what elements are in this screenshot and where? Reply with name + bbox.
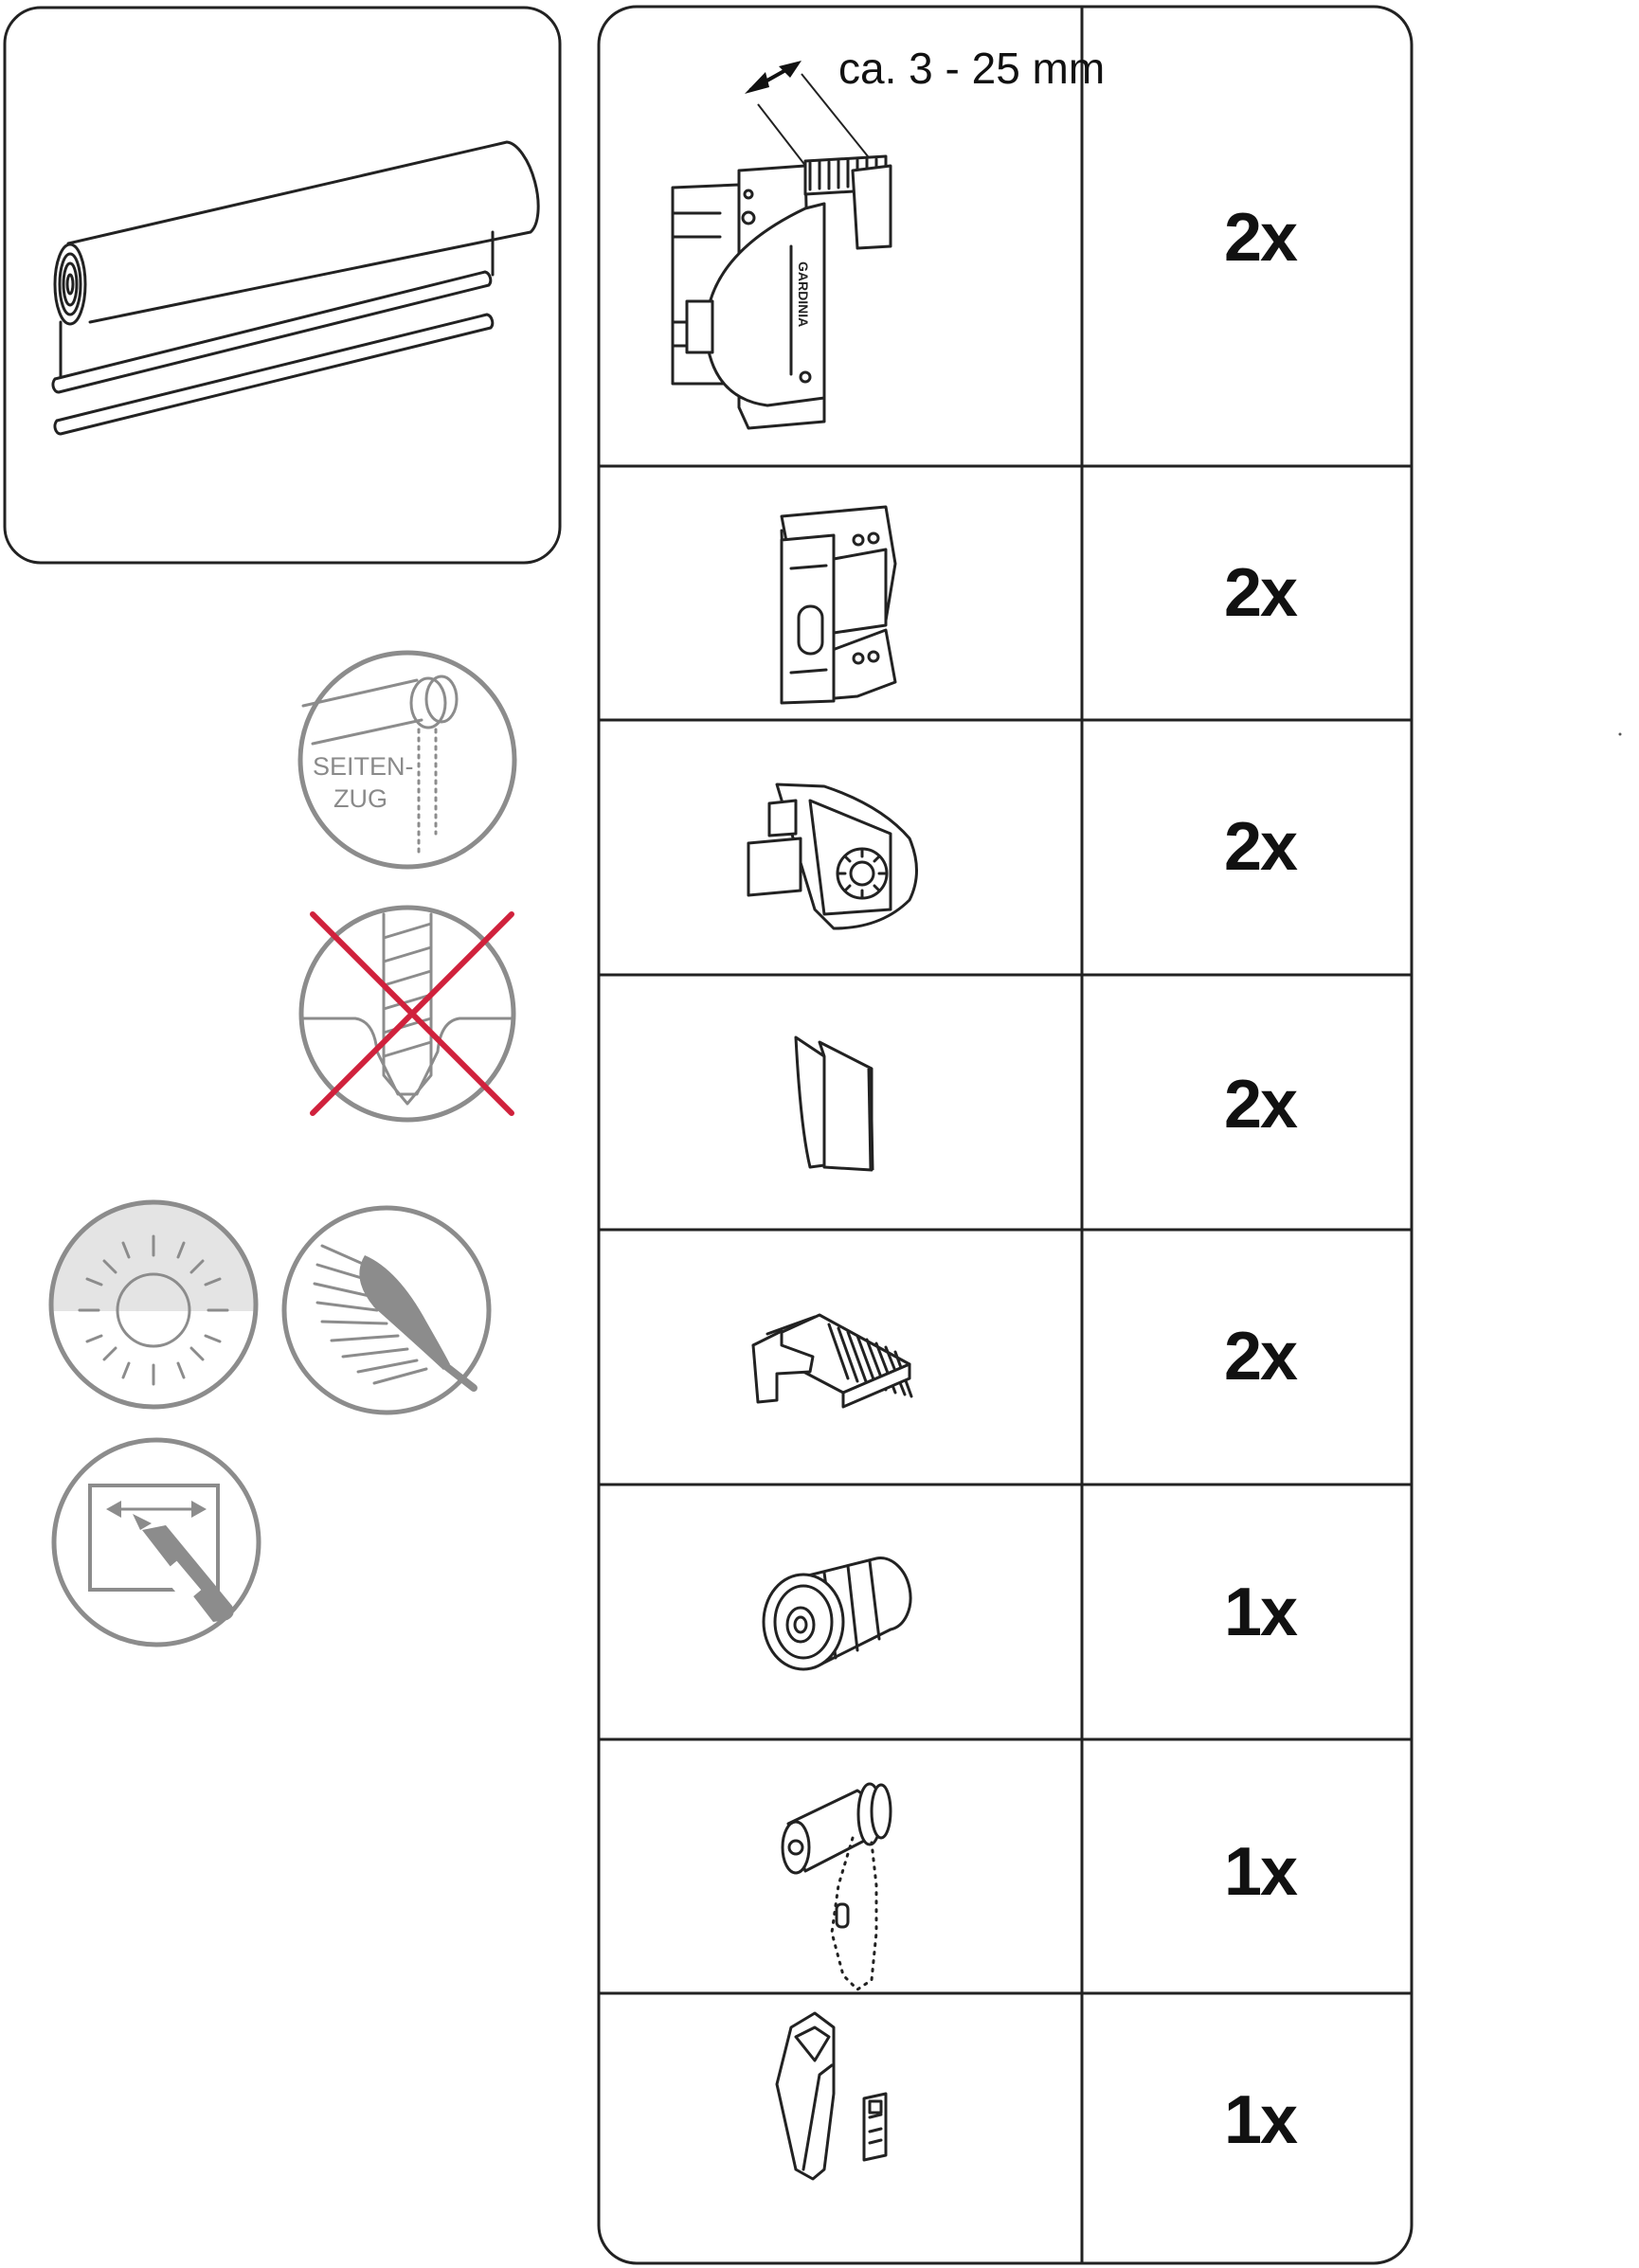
cutter-icon: [54, 1440, 259, 1645]
side-pull-icon: [300, 653, 514, 867]
sun-icon: [51, 1202, 256, 1407]
quantity-8: 1x: [1224, 2082, 1297, 2158]
dimension-note: ca. 3 - 25 mm: [838, 44, 1106, 93]
brush-icon: [284, 1208, 489, 1413]
quantity-7: 1x: [1224, 1834, 1297, 1910]
quantity-4: 2x: [1224, 1067, 1297, 1143]
quantity-6: 1x: [1224, 1575, 1297, 1650]
quantity-3: 2x: [1224, 809, 1297, 885]
side-pull-label-line1: SEITEN-: [313, 752, 414, 781]
quantity-5: 2x: [1224, 1319, 1297, 1395]
no-drilling-icon: [301, 908, 513, 1120]
wall-mount-bracket-icon: [782, 507, 895, 703]
quantity-2: 2x: [1224, 555, 1297, 631]
svg-text:GARDINIA: GARDINIA: [796, 261, 811, 328]
stray-dot: [1619, 733, 1622, 736]
quantity-1: 2x: [1224, 200, 1297, 276]
side-pull-label-line2: ZUG: [333, 784, 387, 813]
roller-blind-panel: [5, 8, 560, 563]
